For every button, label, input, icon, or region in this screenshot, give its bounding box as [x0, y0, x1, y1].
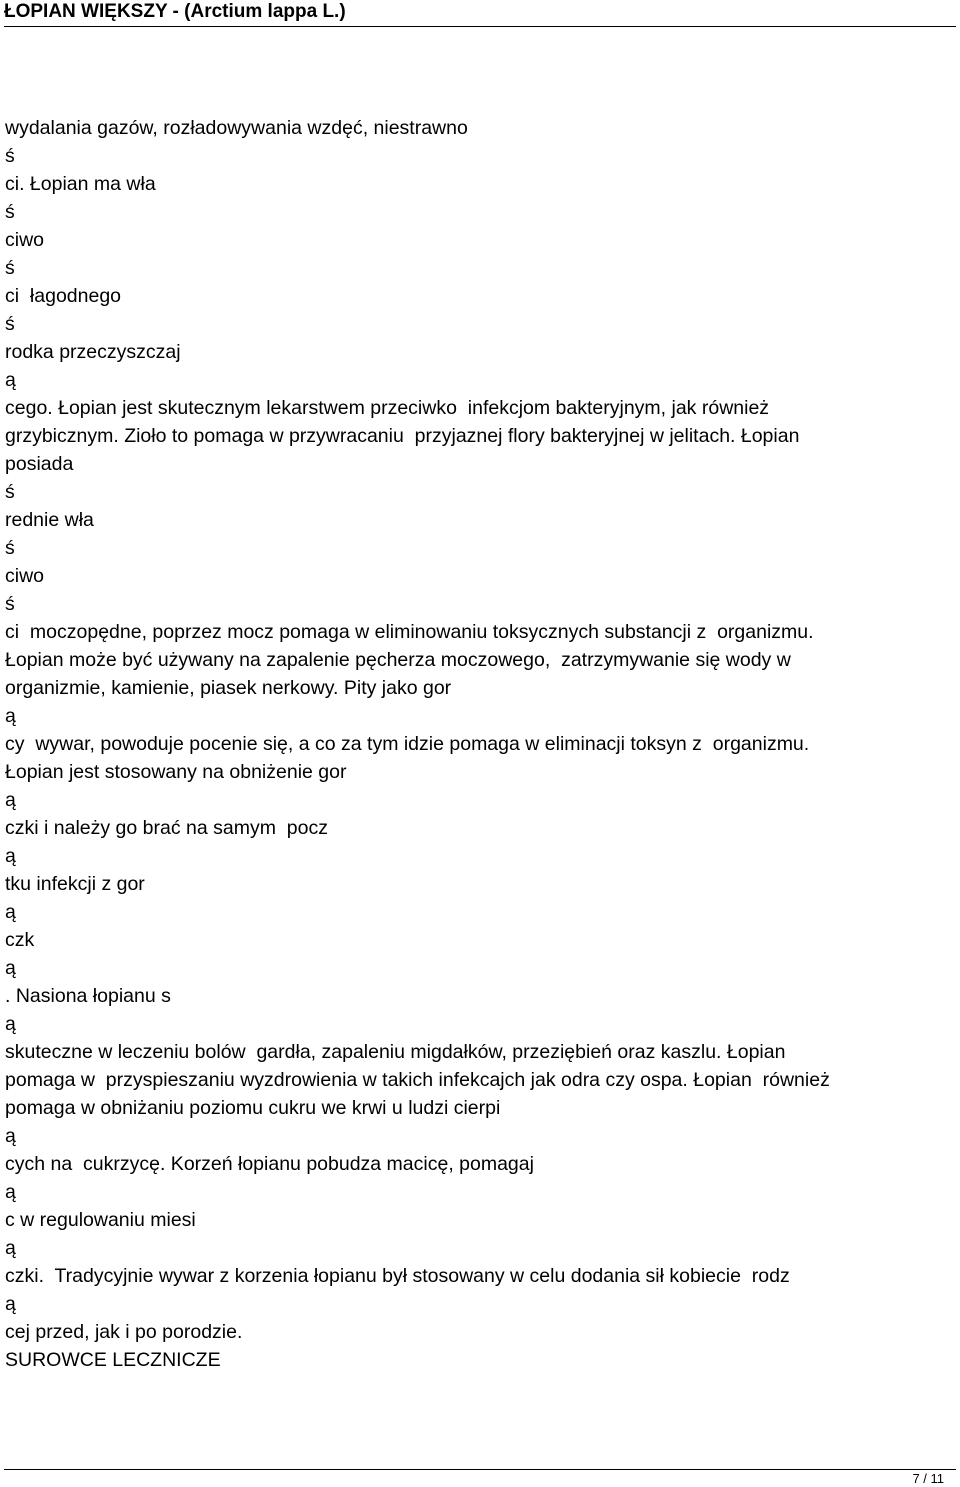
text-line: organizmie, kamienie, piasek nerkowy. Pity jako gor: [5, 677, 452, 699]
text-line: ą: [5, 901, 16, 923]
text-line: cej przed, jak i po porodzie.: [5, 1321, 243, 1343]
text-line: rodka przeczyszczaj: [5, 341, 181, 363]
text-line: ś: [5, 593, 15, 615]
text-line: rednie wła: [5, 509, 94, 531]
text-line: ś: [5, 313, 15, 335]
text-line: ciwo: [5, 565, 45, 587]
text-line: tku infekcji z gor: [5, 873, 145, 895]
text-line: ci łagodnego: [5, 285, 122, 307]
text-line: czk: [5, 929, 35, 951]
text-line: ś: [5, 145, 15, 167]
text-line: grzybicznym. Zioło to pomaga w przywracaniu przyjaznej flory bakteryjnej w jelitach. Łopian: [5, 425, 800, 447]
text-line: ą: [5, 705, 16, 727]
text-line: posiada: [5, 453, 74, 475]
text-line: ą: [5, 1237, 16, 1259]
text-line: pomaga w obniżaniu poziomu cukru we krwi u ludzi cierpi: [5, 1097, 501, 1119]
text-line: ą: [5, 1293, 16, 1315]
text-line: c w regulowaniu miesi: [5, 1209, 196, 1231]
text-line: ś: [5, 537, 15, 559]
text-line: pomaga w przyspieszaniu wyzdrowienia w takich infekcajch jak odra czy ospa. Łopian również: [5, 1069, 830, 1091]
text-line: Łopian jest stosowany na obniżenie gor: [5, 761, 347, 783]
document-body: [5, 114, 955, 1374]
text-line: skuteczne w leczeniu bolów gardła, zapaleniu migdałków, przeziębień oraz kaszlu. Łopian: [5, 1041, 786, 1063]
text-line: wydalania gazów, rozładowywania wzdęć, niestrawno: [5, 117, 468, 139]
page-number: 7 / 11: [912, 1471, 944, 1486]
text-line: ą: [5, 957, 16, 979]
text-line: Łopian może być używany na zapalenie pęcherza moczowego, zatrzymywanie się wody w: [5, 649, 791, 671]
text-line: ą: [5, 789, 16, 811]
text-line: . Nasiona łopianu s: [5, 985, 171, 1007]
text-line: ciwo: [5, 229, 45, 251]
text-line: czki i należy go brać na samym pocz: [5, 817, 328, 839]
text-line: ą: [5, 369, 16, 391]
text-line: cy wywar, powoduje pocenie się, a co za tym idzie pomaga w eliminacji toksyn z organizmu.: [5, 733, 810, 755]
text-line: ci. Łopian ma wła: [5, 173, 156, 195]
text-line: ą: [5, 1181, 16, 1203]
text-line: ą: [5, 1013, 16, 1035]
header-divider: [4, 26, 956, 27]
text-line: ś: [5, 257, 15, 279]
text-line: ci moczopędne, poprzez mocz pomaga w eliminowaniu toksycznych substancji z organizmu.: [5, 621, 814, 643]
text-line: ś: [5, 481, 15, 503]
text-line: SUROWCE LECZNICZE: [5, 1349, 221, 1371]
text-line: ą: [5, 1125, 16, 1147]
text-line: cych na cukrzycę. Korzeń łopianu pobudza macicę, pomagaj: [5, 1153, 534, 1175]
footer-divider: [4, 1469, 956, 1470]
page-header-title: ŁOPIAN WIĘKSZY - (Arctium lappa L.): [4, 1, 346, 22]
text-line: ś: [5, 201, 15, 223]
text-line: cego. Łopian jest skutecznym lekarstwem przeciwko infekcjom bakteryjnym, jak również: [5, 397, 770, 419]
text-line: czki. Tradycyjnie wywar z korzenia łopianu był stosowany w celu dodania sił kobiecie rodz: [5, 1265, 790, 1287]
text-line: ą: [5, 845, 16, 867]
